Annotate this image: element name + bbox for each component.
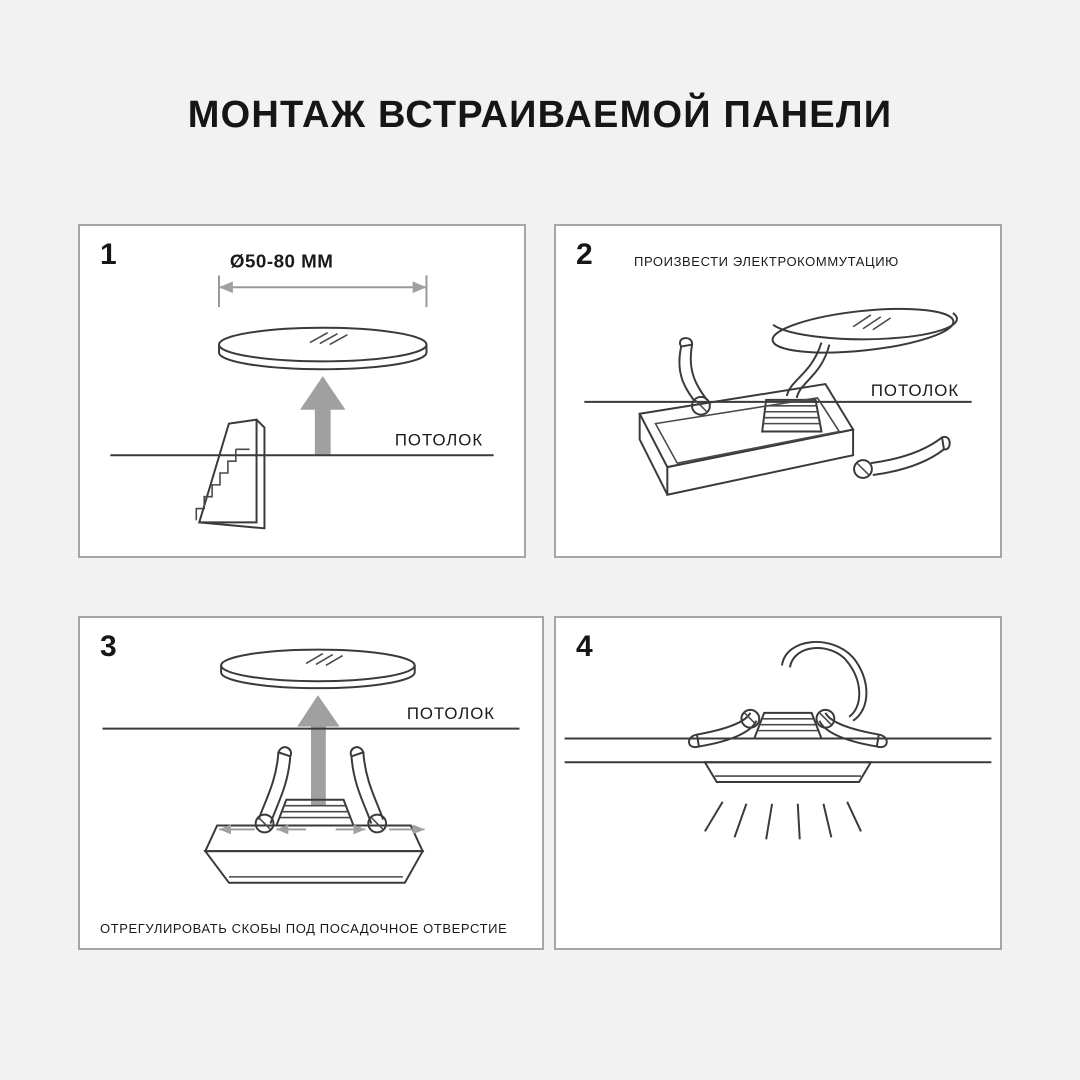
page-title: МОНТАЖ ВСТРАИВАЕМОЙ ПАНЕЛИ [187,94,893,136]
steps-grid [78,224,1002,950]
step-3-caption: ОТРЕГУЛИРОВАТЬ СКОБЫ ПОД ПОСАДОЧНОЕ ОТВЕРСТИЕ [100,921,508,936]
step-2-illustration [556,226,1000,556]
step-number-3: 3 [100,630,117,663]
step-panel-2 [554,224,1002,558]
dimension-label: Ø50-80 ММ [229,250,334,272]
step-panel-4 [554,616,1002,950]
ceiling-label-3: ПОТОЛОК [406,703,496,723]
step-3-illustration [80,618,542,948]
step-panel-1 [78,224,526,558]
step-2-caption: ПРОИЗВЕСТИ ЭЛЕКТРОКОММУТАЦИЮ [634,254,899,269]
step-4-illustration [556,618,1000,948]
step-number-2: 2 [576,238,593,271]
step-panel-3 [78,616,544,950]
step-1-illustration [80,226,524,556]
step-number-1: 1 [100,238,117,271]
ceiling-label-1: ПОТОЛОК [394,430,484,450]
step-number-4: 4 [576,630,593,663]
ceiling-label-2: ПОТОЛОК [870,380,960,400]
